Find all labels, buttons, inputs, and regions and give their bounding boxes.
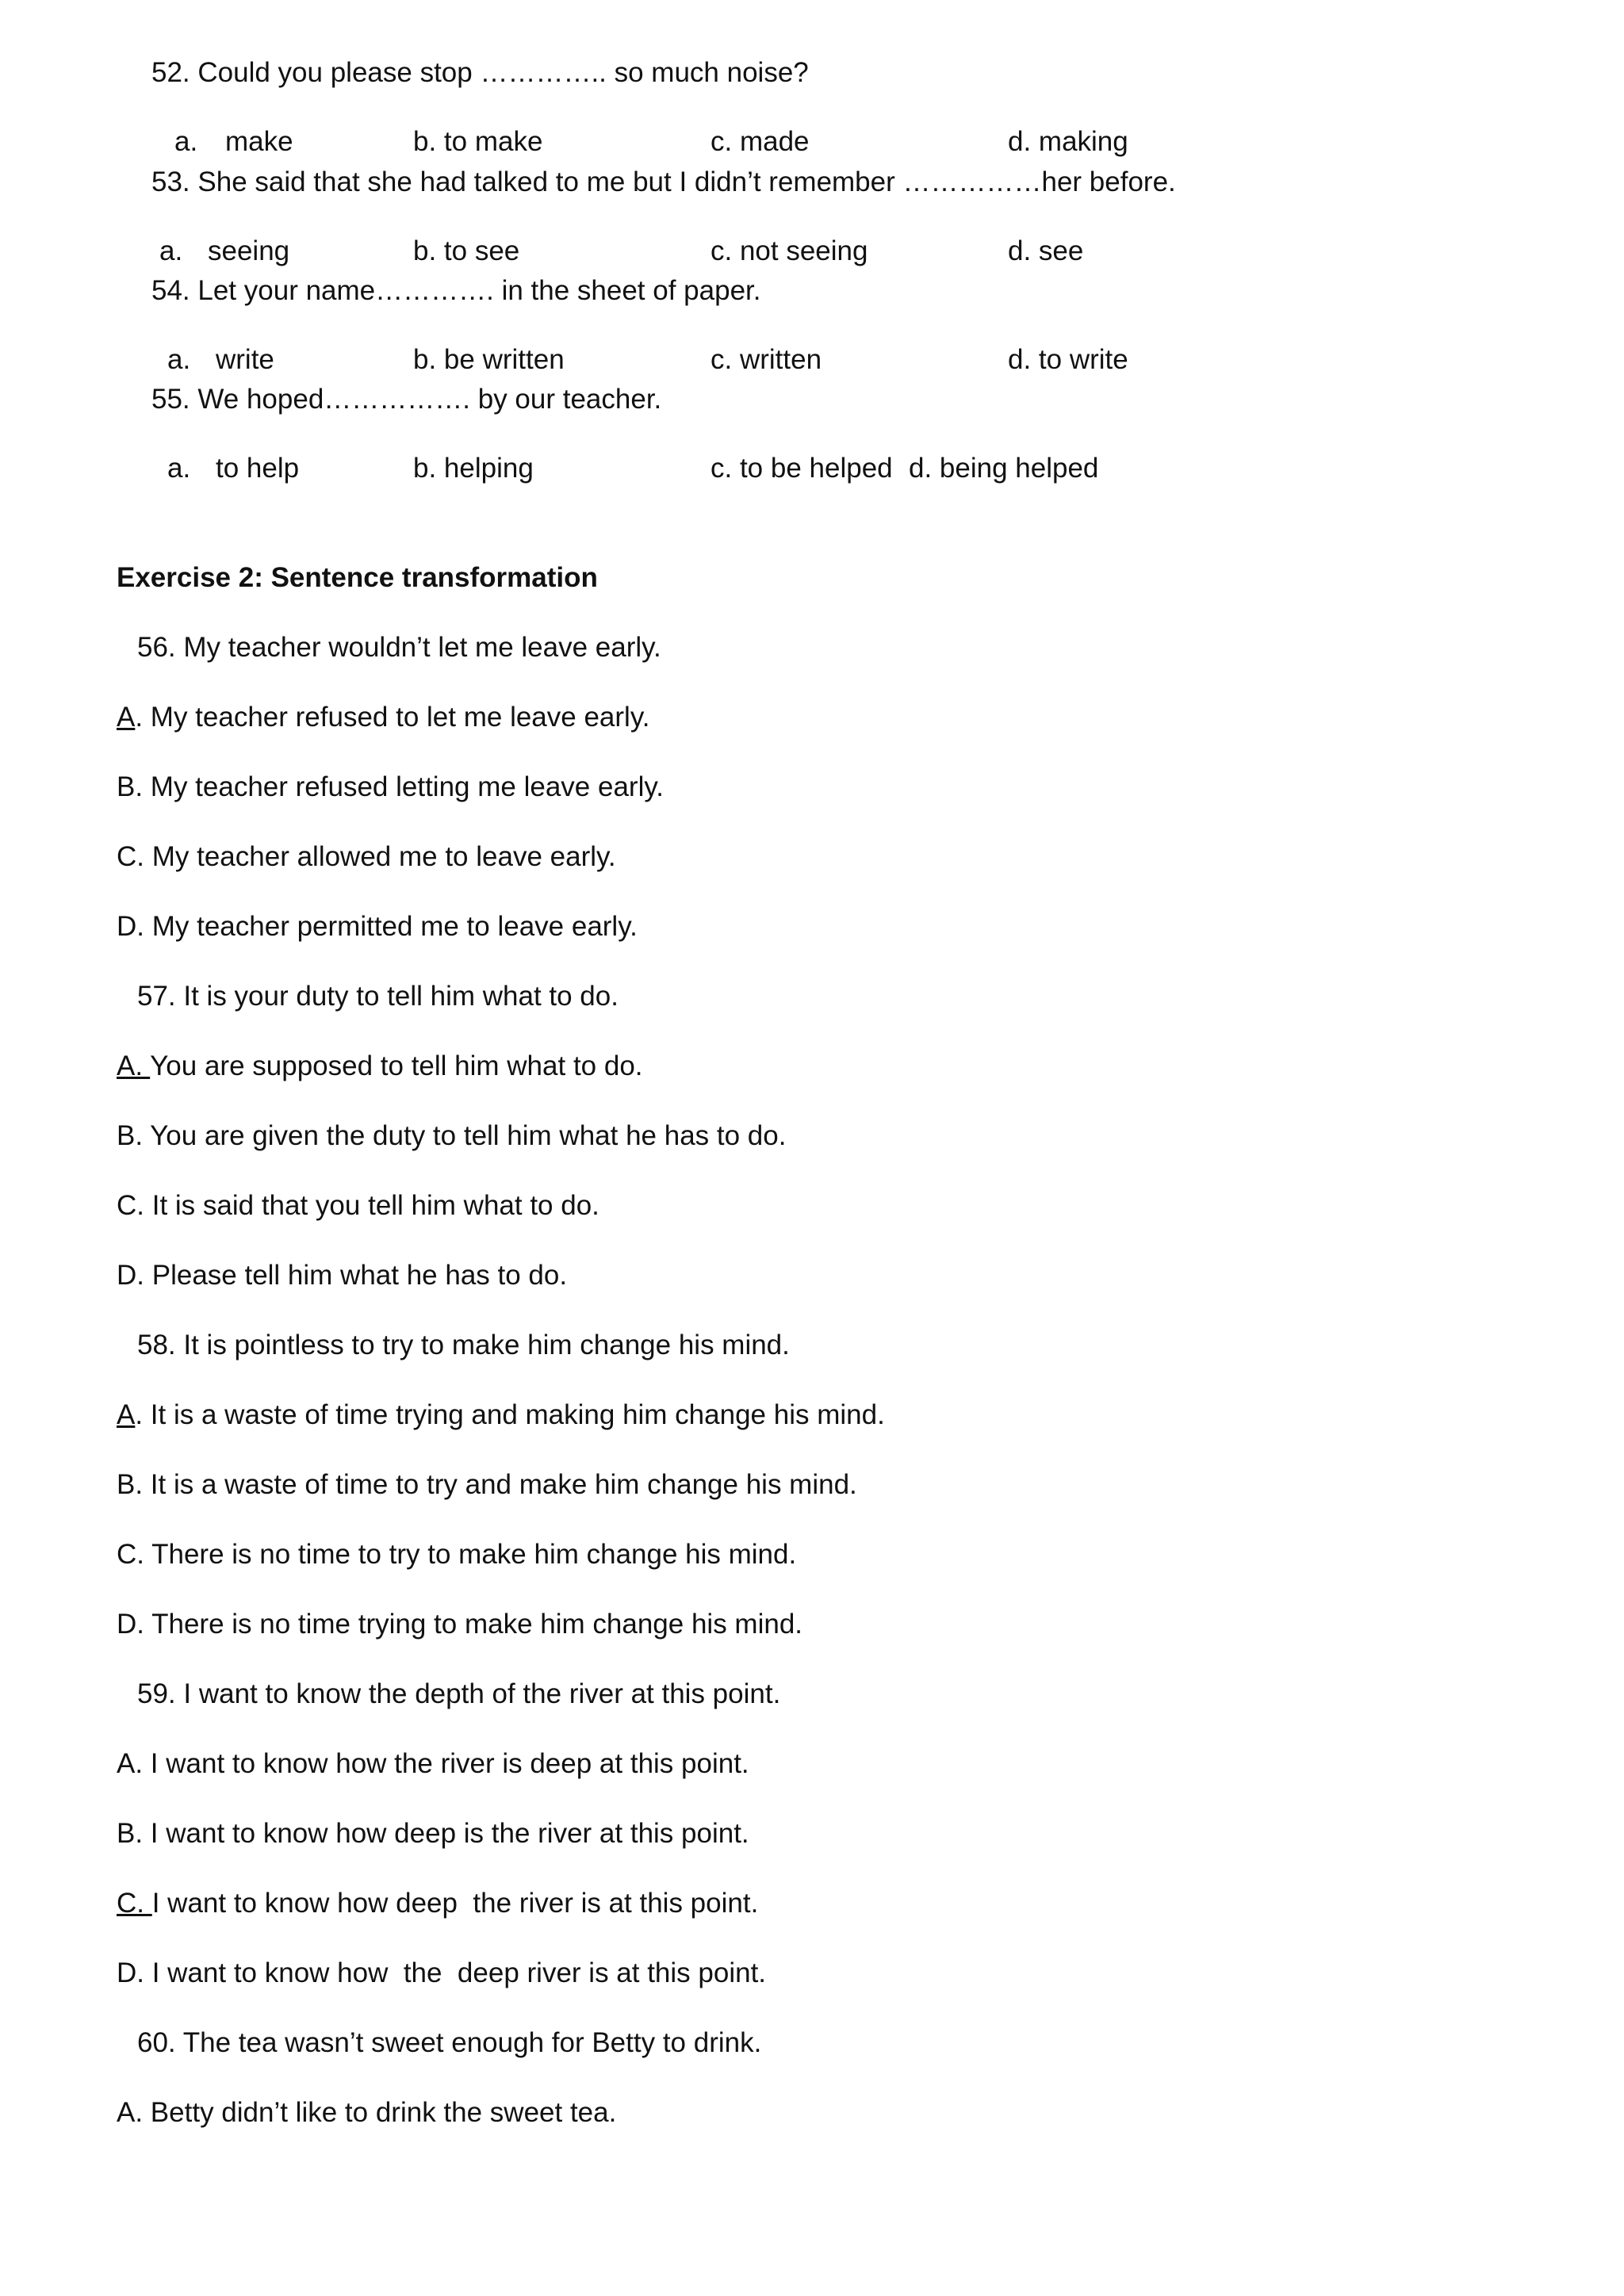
answer-option <box>117 770 664 805</box>
option-c: c. not seeing <box>710 235 868 266</box>
option-letter: C <box>117 841 137 872</box>
option-text: . I want to know how the river is deep at this point. <box>135 1748 749 1779</box>
option-text: . I want to know how the deep river is at this point. <box>136 1957 767 1988</box>
option-letter: A <box>117 2097 136 2128</box>
answer-option <box>117 1468 857 1502</box>
option-letter: D <box>117 911 137 942</box>
option-letter: B <box>117 1469 136 1500</box>
option-letter: C. <box>117 1888 152 1919</box>
option-letter: A <box>117 1748 136 1779</box>
option-a-text: write <box>216 344 274 375</box>
option-text: . You are given the duty to tell him what he has to do. <box>135 1120 787 1151</box>
question-59: 59. I want to know the depth of the river at this point. <box>137 1678 781 1709</box>
option-b: b. to see <box>413 235 520 266</box>
answer-option <box>117 1119 786 1154</box>
option-letter: C <box>117 1539 137 1570</box>
exercise-heading: Exercise 2: Sentence transformation <box>117 562 598 593</box>
option-text: . There is no time to try to make him change his mind. <box>136 1539 797 1570</box>
option-d: d. making <box>1008 126 1128 157</box>
option-text: You are supposed to tell him what to do. <box>150 1050 643 1081</box>
option-text: . It is said that you tell him what to do. <box>136 1190 599 1221</box>
option-letter-a: a. <box>167 344 191 375</box>
answer-option <box>117 1816 749 1851</box>
option-letter-a: a. <box>167 453 191 484</box>
option-d: d. being helped <box>909 453 1099 484</box>
option-letter: A. <box>117 1050 151 1081</box>
option-text: I want to know how deep the river is at this point. <box>151 1888 759 1919</box>
option-letter: D <box>117 1957 137 1988</box>
option-letter: D <box>117 1260 137 1291</box>
answer-option <box>117 700 649 735</box>
option-c: c. made <box>710 126 810 157</box>
option-letter-a: a. <box>159 235 183 266</box>
question-57: 57. It is your duty to tell him what to do. <box>137 981 619 1012</box>
option-text: . My teacher refused to let me leave early. <box>135 702 650 733</box>
answer-option <box>117 2095 616 2130</box>
option-text: . My teacher permitted me to leave early. <box>136 911 638 942</box>
option-b: b. to make <box>413 126 543 157</box>
option-text: . Please tell him what he has to do. <box>136 1260 568 1291</box>
option-letter-a: a. <box>174 126 198 157</box>
option-letter: B <box>117 1818 136 1849</box>
option-text: . There is no time trying to make him change his mind. <box>136 1609 803 1640</box>
question-53: 53. She said that she had talked to me but I didn’t remember ……………her before. <box>151 166 1176 197</box>
option-b: b. be written <box>413 344 565 375</box>
answer-option <box>117 1258 567 1293</box>
question-60: 60. The tea wasn’t sweet enough for Betty to drink. <box>137 2027 762 2058</box>
answer-option <box>117 909 638 944</box>
option-text: . Betty didn’t like to drink the sweet tea. <box>135 2097 617 2128</box>
answer-option <box>117 1886 758 1921</box>
option-letter: B <box>117 1120 136 1151</box>
option-c: c. to be helped <box>710 453 893 484</box>
option-d: d. see <box>1008 235 1084 266</box>
option-text: . My teacher refused letting me leave early. <box>135 771 664 802</box>
question-52: 52. Could you please stop ………….. so much noise? <box>151 57 809 88</box>
option-a-text: seeing <box>208 235 290 266</box>
question-56: 56. My teacher wouldn’t let me leave early. <box>137 632 661 663</box>
question-55: 55. We hoped……………. by our teacher. <box>151 384 662 415</box>
answer-option <box>117 1049 643 1084</box>
answer-option <box>117 1537 796 1572</box>
answer-option <box>117 1398 885 1433</box>
option-a-text: to help <box>216 453 300 484</box>
option-letter: D <box>117 1609 137 1640</box>
option-text: . It is a waste of time trying and making him change his mind. <box>135 1399 885 1430</box>
option-text: . It is a waste of time to try and make him change his mind. <box>135 1469 857 1500</box>
question-58: 58. It is pointless to try to make him change his mind. <box>137 1330 790 1360</box>
answer-option <box>117 840 616 874</box>
answer-option <box>117 1188 599 1223</box>
option-letter: A <box>117 702 136 733</box>
option-b: b. helping <box>413 453 534 484</box>
answer-option <box>117 1747 749 1781</box>
option-text: . I want to know how deep is the river at this point. <box>135 1818 749 1849</box>
option-d: d. to write <box>1008 344 1128 375</box>
option-letter: C <box>117 1190 137 1221</box>
option-text: . My teacher allowed me to leave early. <box>136 841 616 872</box>
option-letter: A <box>117 1399 136 1430</box>
answer-option <box>117 1956 766 1991</box>
option-a-text: make <box>225 126 293 157</box>
answer-option <box>117 1607 802 1642</box>
option-c: c. written <box>710 344 822 375</box>
question-54: 54. Let your name…………. in the sheet of paper. <box>151 275 761 306</box>
option-letter: B <box>117 771 136 802</box>
